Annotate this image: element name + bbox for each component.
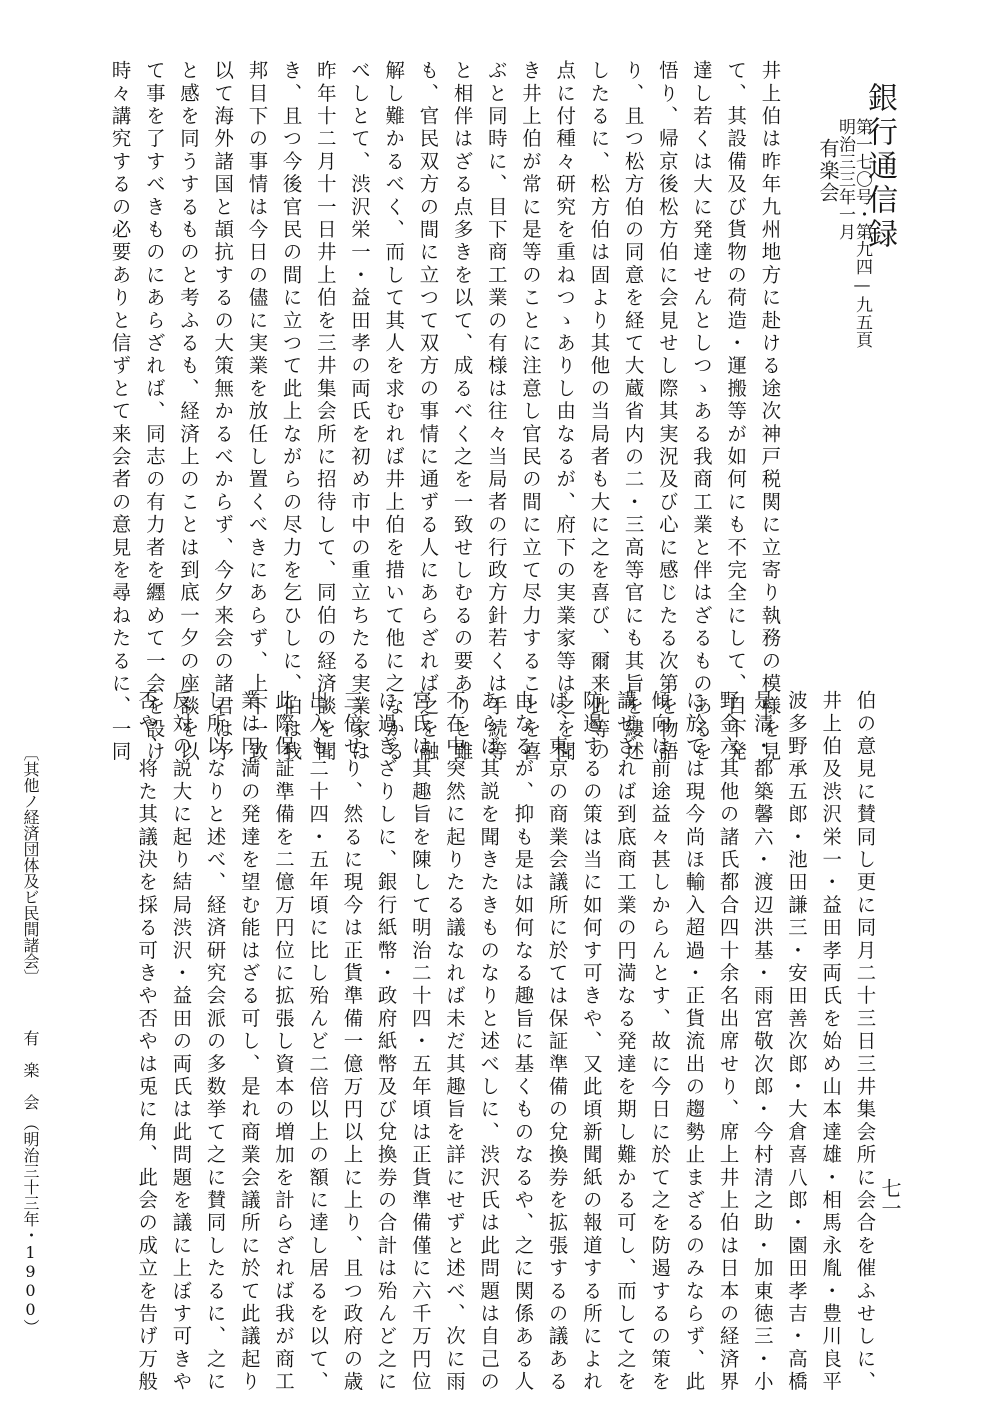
- lower-text-column: に過ぎざりしに、銀行紙幣・政府紙幣及び兌換券の合計は殆んど之に: [374, 690, 398, 1394]
- upper-text-column: 達し若くは大に発達せんとしつゝある我商工業と伴はざるものあるを: [690, 60, 713, 764]
- lower-text-column: 否や、将た其議決を採る可きや否やは兎に角、此会の成立を告げ万般: [135, 690, 159, 1394]
- upper-text-column: り、且つ松方伯の同意を経て大蔵省内の二・三高等官にも其旨を縷述: [621, 60, 645, 764]
- lower-text-column: 野金六其他の諸氏都合四十余名出席せり、席上井上伯は日本の経済界: [716, 690, 740, 1394]
- upper-text-column: 悟り、帰京後松方伯に会見せし際其実況及び心に感じたる次第を物語: [655, 60, 679, 764]
- upper-text-column: と感を同うするものと考ふるも、経済上のことは到底一夕の座談を以: [177, 60, 200, 764]
- upper-text-column: したるに、松方伯は固より其他の当局者も大に之を喜び、爾来此等の: [587, 60, 611, 764]
- upper-text-column: 時々講究するの必要ありと信ずとて来会者の意見を尋ねたるに、一同: [108, 60, 132, 764]
- issue-date: 明治三三年一月: [835, 118, 855, 241]
- lower-text-column: 防遏するの策は当に如何す可きや、又此頃新聞紙の報道する所によれ: [579, 690, 603, 1394]
- upper-text-column: て、其設備及び貨物の荷造・運搬等が如何にも不完全にして、目下発: [724, 60, 748, 764]
- lower-text-column: 出入も二十四・五年頃に比し殆んど二倍以上の額に達し居るを以て、: [306, 690, 330, 1394]
- lower-text-column: 三倍せり、然るに現今は正貨準備一億万円以上に上り、且つ政府の歳: [340, 690, 364, 1394]
- footer-section-name: 有 楽 会: [21, 1030, 40, 1110]
- upper-text-column: べしとて、渋沢栄一・益田孝の両氏を初め市中の重立ちたる実業家は: [348, 60, 371, 764]
- upper-text-column: 以て海外諸国と頡抗するの大策無かるべからず、今夕来会の諸君は予: [211, 60, 235, 764]
- lower-text-column: ば、東京の商業会議所に於ては保証準備の兌換券を拡張するの議ある: [545, 690, 569, 1394]
- page-number: 七一: [878, 1178, 902, 1218]
- upper-text-column: 昨年十二月十一日井上伯を三井集会所に招待して、同伯の経済談を聞: [313, 60, 337, 764]
- issue-number: 第一七〇号・第九四—九五頁: [852, 118, 872, 349]
- lower-text-column: 是清・都築馨六・渡辺洪基・雨宮敬次郎・今村清之助・加東徳三・小: [750, 690, 774, 1394]
- upper-text-column: 邦目下の事情は今日の儘に実業を放任し置くべきにあらず、上下一致: [245, 60, 269, 764]
- upper-text-column: も、官民双方の間に立つて双方の事情に通ずる人にあらざれば之を融: [416, 60, 440, 764]
- footer-series-title: 〔其他ノ経済団体及ビ民間諸会〕: [21, 745, 40, 985]
- lower-text-column: あらば其説を聞きたきものなりと述べしに、渋沢氏は此問題は自己の: [477, 690, 501, 1394]
- upper-text-column: き、且つ今後官民の間に立つて此上ながらの尽力を乞ひしに、伯は我: [279, 60, 303, 764]
- lower-text-column: に於ては現今尚ほ輸入超過・正貨流出の趨勢止まざるのみならず、此: [682, 690, 706, 1394]
- upper-text-column: 井上伯は昨年九州地方に赴ける途次神戸税関に立寄り執務の模様を見: [758, 60, 782, 764]
- upper-text-column: 解し難かるべく、而して其人を求むれば井上伯を措いて他に之なかる: [382, 60, 406, 764]
- lower-text-column: 宮氏は其趣旨を陳して明治二十四・五年頃は正貨準備僅に六千万円位: [408, 690, 432, 1394]
- lower-text-column: 傾向は前途益々甚しからんとす、故に今日に於て之を防遏するの策を: [648, 690, 672, 1394]
- footer-era-note: （明治三十三年・1900）: [21, 1115, 40, 1335]
- lower-text-column: 井上伯及渋沢栄一・益田孝両氏を始め山本達雄・相馬永胤・豊川良平: [819, 690, 843, 1394]
- upper-text-column: と相伴はざる点多きを以て、成るべく之を一致せしむるの要ありと雖: [450, 60, 474, 764]
- lower-text-column: 不在中突然に起りたる議なれば未だ其趣旨を詳にせずと述べ、次に雨: [443, 690, 466, 1394]
- upper-text-column: き井上伯が常に是等のことに注意し官民の間に立て尽力することを喜: [519, 60, 542, 764]
- lower-text-column: 業は円満の発達を望む能はざる可し、是れ商業会議所に於て此議起り: [237, 690, 261, 1394]
- lower-text-column: し所以なりと述べ、経済研究会派の多数挙て之に賛同したるに、之に: [203, 690, 227, 1394]
- lower-text-column: 波多野承五郎・池田謙三・安田善次郎・大倉喜八郎・園田孝吉・高橋: [785, 690, 808, 1394]
- journal-title: 銀行通信録: [862, 82, 897, 252]
- section-heading: 有楽会: [816, 138, 840, 204]
- upper-text-column: 点に付種々研究を重ねつゝありし由なるが、府下の実業家等は之を聞: [553, 60, 577, 764]
- lower-text-column: 由なるが、抑も是は如何なる趣旨に基くものなるや、之に関係ある人: [511, 690, 535, 1394]
- lower-text-column: 講ぜざれば到底商工業の円満なる発達を期し難かる可し、而して之を: [614, 690, 637, 1394]
- lower-text-column: 反対の説大に起り結局渋沢・益田の両氏は此問題を議に上ぼす可きや: [169, 690, 193, 1394]
- upper-text-column: て事を了すべきものにあらざれば、同志の有力者を纒めて一会を設け: [142, 60, 166, 764]
- lower-text-column: 伯の意見に賛同し更に同月二十三日三井集会所に会合を催ふせしに、: [853, 690, 877, 1394]
- lower-text-column: 此際保証準備を二億万円位に拡張し資本の増加を計らざれば我が商工: [272, 690, 295, 1394]
- upper-text-column: ぶと同時に、目下商工業の有様は往々当局者の行政方針若くは手続等: [484, 60, 508, 764]
